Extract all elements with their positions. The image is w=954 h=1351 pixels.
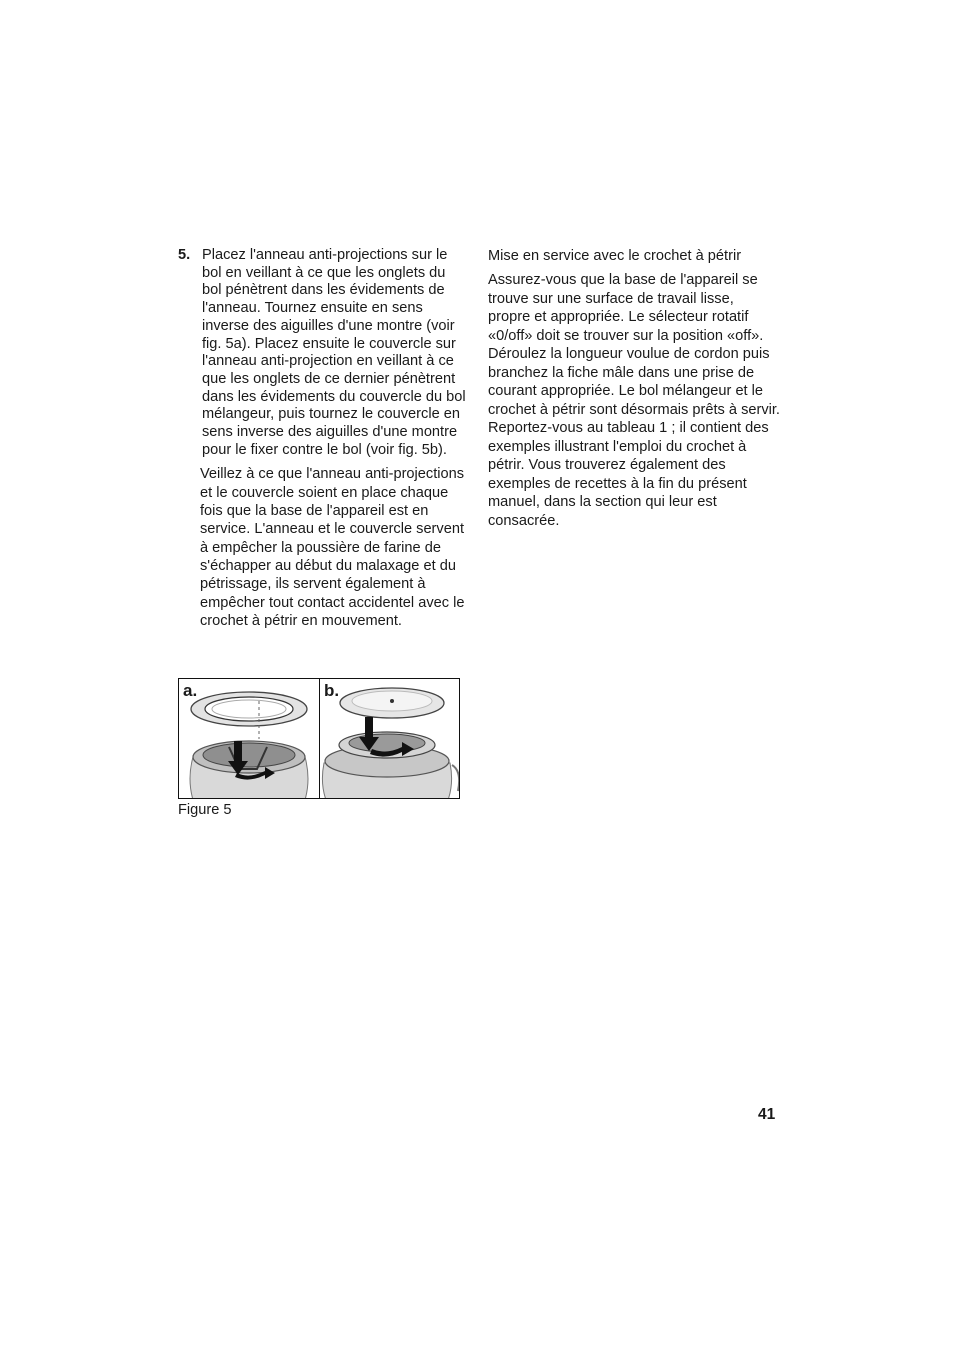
- panel-a-label: a.: [183, 681, 198, 700]
- step-text: Placez l'anneau anti-projections sur le bol en veillant à ce que les onglets du bol pénètrent dans les évidements de l'anneau. Tournez ensuite en sens inverse des aiguilles d'une montre (voir fig. 5a). Placez ensuite le couvercle sur l'anneau anti-projection en veillant à ce que les onglets de ce dernier pénètrent dans les évidements du couvercle du bol mélangeur, puis tournez le couvercle en sens inverse des aiguilles d'une montre pour le fixer contre le bol (voir fig. 5b).: [202, 247, 466, 458]
- lid-illustration: [320, 679, 460, 799]
- figure-panel-b: [319, 678, 460, 799]
- section-paragraph: Assurez-vous que la base de l'appareil se trouve sur une surface de travail lisse, propre et appropriée. Le sélecteur rotatif «0/off» doit se trouver sur la position «off». Déroulez la longueur voulue de cordon puis branchez la fiche mâle dans une prise de courant appropriée. Le bol mélangeur et le crochet à pétrir sont désormais prêts à servir. Reportez-vous au tableau 1 ; il contient des exemples illustrant l'emploi du crochet à pétrir. Vous trouverez également des exemples de recettes à la fin du présent manuel, dans la section qui leur est consacrée.: [488, 272, 780, 529]
- section-heading: [488, 247, 780, 265]
- right-column: [488, 247, 780, 530]
- page-number: 41: [758, 1106, 776, 1123]
- safety-note: Veillez à ce que l'anneau anti-projections et le couvercle soient en place chaque fois que la base de l'appareil est en service. L'anneau et le couvercle servent à empêcher la poussière de farine de s'échapper au début du malaxage et du pétrissage, ils servent également à empêcher tout contact accidentel avec le crochet à pétrir en mouvement.: [200, 466, 465, 629]
- figure-5: [178, 678, 460, 799]
- left-column: [178, 247, 468, 630]
- figure-caption: Figure 5: [178, 802, 232, 818]
- figure-panel-a: [178, 678, 320, 799]
- step-5: [178, 247, 468, 459]
- splash-ring-illustration: [179, 679, 320, 799]
- section-heading-text: Mise en service avec le crochet à pétrir: [488, 248, 742, 264]
- panel-b-label: b.: [324, 681, 340, 700]
- step-number: 5.: [178, 247, 191, 263]
